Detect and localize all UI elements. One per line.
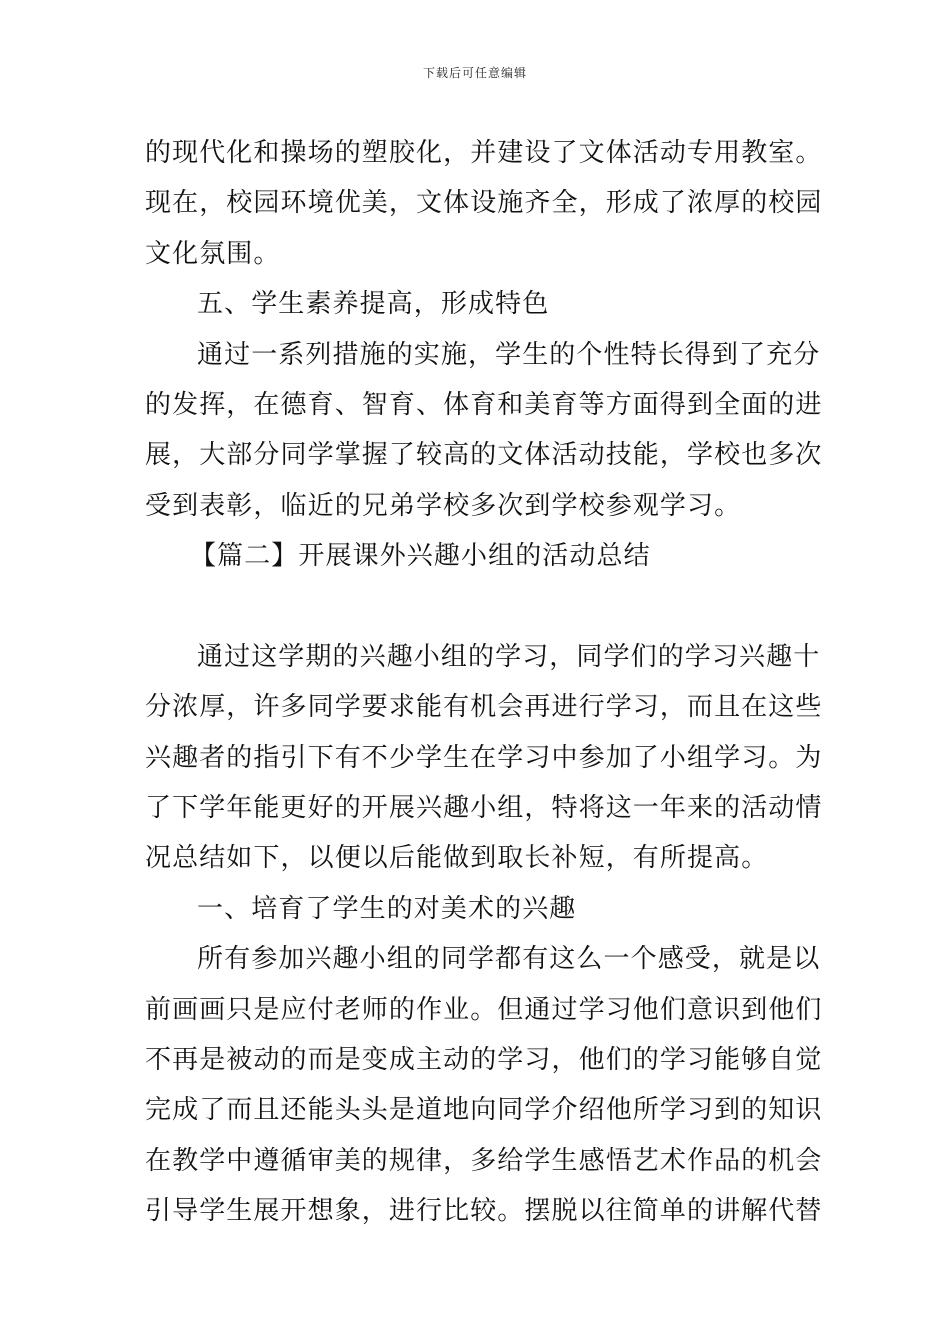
document-body xyxy=(145,128,823,1237)
body-line: 通过这学期的兴趣小组的学习，同学们的学习兴趣十 xyxy=(197,641,821,672)
body-line: 不再是被动的而是变成主动的学习，他们的学习能够自觉 xyxy=(145,1045,823,1076)
body-line: 受到表彰，临近的兄弟学校多次到学校参观学习。 xyxy=(145,490,742,521)
article-title: 【篇二】开展课外兴趣小组的活动总结 xyxy=(190,541,651,572)
body-line: 了下学年能更好的开展兴趣小组，特将这一年来的活动情 xyxy=(145,793,823,824)
body-line: 的发挥，在德育、智育、体育和美育等方面得到全面的进 xyxy=(145,389,823,420)
body-line: 通过一系列措施的实施，学生的个性特长得到了充分 xyxy=(197,339,821,370)
body-line: 分浓厚，许多同学要求能有机会再进行学习，而且在这些 xyxy=(145,692,823,723)
body-line: 文化氛围。 xyxy=(145,238,281,269)
body-line: 现在，校园环境优美，文体设施齐全，形成了浓厚的校园 xyxy=(145,188,823,219)
body-line: 引导学生展开想象，进行比较。摆脱以往简单的讲解代替 xyxy=(145,1196,823,1227)
body-line: 兴趣者的指引下有不少学生在学习中参加了小组学习。为 xyxy=(145,742,823,773)
body-line: 所有参加兴趣小组的同学都有这么一个感受，就是以 xyxy=(197,944,821,975)
blank-line xyxy=(145,582,810,632)
body-line: 展，大部分同学掌握了较高的文体活动技能，学校也多次 xyxy=(145,440,823,471)
page-header-note: 下载后可任意编辑 xyxy=(422,66,527,80)
body-line: 在教学中遵循审美的规律，多给学生感悟艺术作品的机会 xyxy=(145,1145,823,1176)
section-heading: 一、培育了学生的对美术的兴趣 xyxy=(197,893,577,924)
section-heading: 五、学生素养提高，形成特色 xyxy=(197,289,550,320)
body-line: 前画画只是应付老师的作业。但通过学习他们意识到他们 xyxy=(145,994,823,1025)
body-line: 况总结如下，以便以后能做到取长补短，有所提高。 xyxy=(145,843,769,874)
body-line: 完成了而且还能头头是道地向同学介绍他所学习到的知识 xyxy=(145,1095,823,1126)
body-line: 的现代化和操场的塑胶化，并建设了文体活动专用教室。 xyxy=(145,138,823,168)
